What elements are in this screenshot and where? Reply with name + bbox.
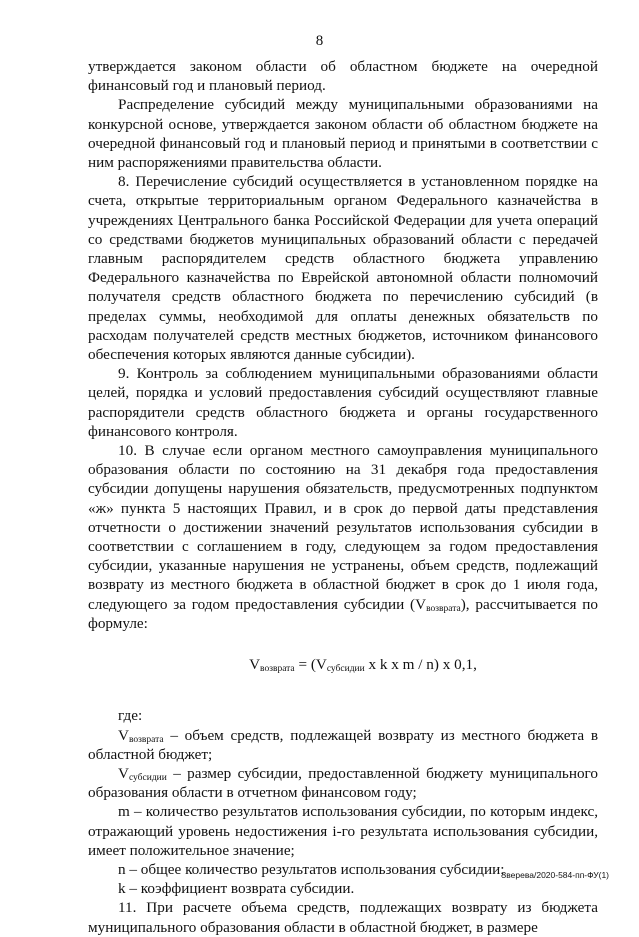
paragraph-8: 8. Перечисление субсидий осуществляется в установленном порядке на счета, открытые территориальным органом Федерального казначейства в учреждениях Центрального банка Российской Федерации для учета операций со средствами бюджетов муниципальных образований области с передачей главным распорядителем средств областного бюджета управлению Федерального казначейства по Еврейской автономной области полномочий получателя средств областного бюджета по перечислению субсидий (в пределах суммы, необходимой для оплаты денежных обязательств по расходам получателей средств местных бюджетов, источником финансового обеспечения которых являются данные субсидии). xyxy=(88,173,598,364)
formula-rest: x k x m / n) x 0,1, xyxy=(364,656,477,674)
def-text: – размер субсидии, предоставленной бюджету муниципального образования области в отчетном финансовом году; xyxy=(88,764,598,802)
paragraph-continuation: утверждается законом области об областном бюджете на очередной финансовый год и плановый период. xyxy=(88,58,598,95)
document-footer-code: Зверева/2020-584-пп-ФУ(1) xyxy=(501,870,609,880)
paragraph-10-subscript: возврата xyxy=(426,603,461,614)
formula-eq: = (V xyxy=(294,656,327,674)
formula-sub-subsidy: субсидии xyxy=(326,664,365,675)
page-number: 8 xyxy=(315,33,324,49)
definition-m: m – количество результатов использования субсидии, по которым индекс, отражающий уровень недостижения i-го результата использования субсидии, имеет положительное значение; xyxy=(88,803,598,859)
paragraph-10-text: 10. В случае если органом местного самоуправления муниципального образования области по состоянию на 31 декабря года предоставления субсидии допущены нарушения обязательств, предусмотренных подпунктом «ж» пункта 5 настоящих Правил, и в срок до первой даты представления отчетности о достижении значений результатов использования субсидии в соответствии с соглашением в году, следующем за годом предоставления субсидии, указанные нарушения не устранены, объем средств, подлежащий возврату из местного бюджета в областной бюджет в срок до 1 июля года, следующего за годом предоставления субсидии (V xyxy=(88,442,598,613)
paragraph-10-tail: ), рассчитывается по формуле: xyxy=(88,595,598,632)
definition-v-subsidy xyxy=(88,764,598,802)
paragraph-11: 11. При расчете объема средств, подлежащих возврату из бюджета муниципального образования области в областной бюджет, в размере xyxy=(88,899,598,936)
formula-v: V xyxy=(249,656,261,674)
definition-n: n – общее количество результатов использования субсидии; xyxy=(118,860,505,878)
def-text: – объем средств, подлежащей возврату из местного бюджета в областной бюджет; xyxy=(88,726,598,763)
paragraph-distribution: Распределение субсидий между муниципальными образованиями на конкурсной основе, утверждается законом области об областном бюджете на очередной финансовый год и плановый период и принятыми в соответствии с ним распоряжениями правительства области. xyxy=(88,96,598,172)
definition-v-return xyxy=(88,726,598,764)
formula-sub-return: возврата xyxy=(260,664,295,675)
definition-k: k – коэффициент возврата субсидии. xyxy=(118,880,355,898)
def-v: V xyxy=(118,726,129,744)
def-v: V xyxy=(118,764,129,782)
where-label: где: xyxy=(118,707,143,725)
return-formula xyxy=(88,655,598,674)
def-sub-subsidy: субсидии xyxy=(128,772,167,783)
document-body xyxy=(88,57,598,937)
def-sub-return: возврата xyxy=(128,734,164,745)
paragraph-10 xyxy=(88,441,598,633)
paragraph-9: 9. Контроль за соблюдением муниципальными образованиями области целей, порядка и условий предоставления субсидий осуществляют главные распорядители средств областного бюджета и органы государственного финансового контроля. xyxy=(88,365,598,440)
